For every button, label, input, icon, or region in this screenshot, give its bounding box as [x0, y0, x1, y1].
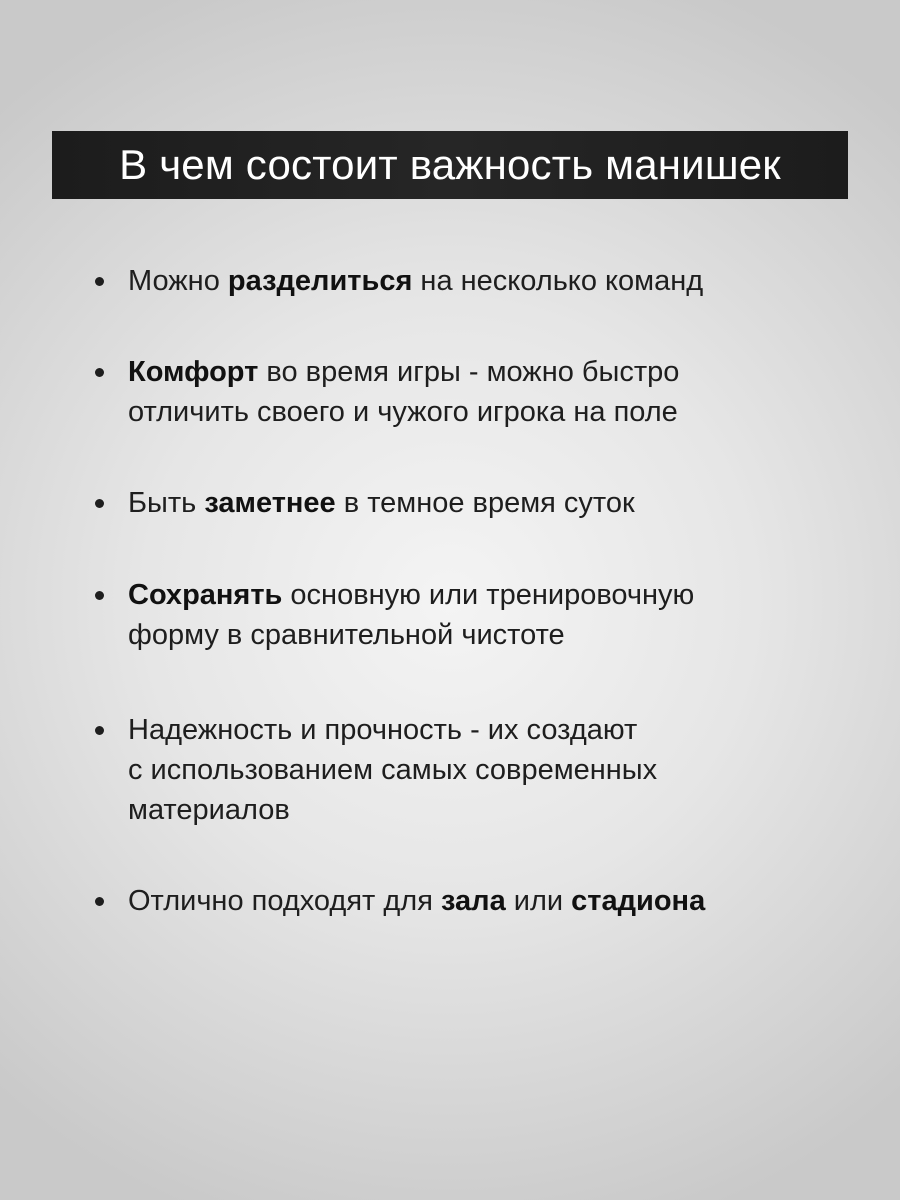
- item-line: [128, 575, 808, 615]
- item-text: Отлично подходят для: [128, 885, 441, 917]
- item-line: [128, 352, 808, 392]
- item-text: материалов: [128, 794, 290, 826]
- item-text: отличить своего и чужого игрока на поле: [128, 396, 678, 428]
- item-text-bold: разделиться: [227, 265, 413, 297]
- item-text-bold: Сохранять: [128, 579, 283, 611]
- item-text-bold: Комфорт: [128, 356, 259, 388]
- bullet-dot-icon: [95, 897, 104, 906]
- list-item: [128, 483, 808, 523]
- item-text-bold: стадиона: [571, 885, 706, 917]
- item-text: с использованием самых современных: [128, 754, 658, 786]
- item-text: форму в сравнительной чистоте: [128, 619, 565, 651]
- item-text-bold: зала: [440, 885, 506, 917]
- bullet-dot-icon: [95, 277, 104, 286]
- item-text: основную или тренировочную: [282, 579, 695, 611]
- bullet-dot-icon: [95, 368, 104, 377]
- bullet-dot-icon: [95, 726, 104, 735]
- item-line: [128, 261, 808, 301]
- item-line: [128, 881, 808, 921]
- item-line: [128, 790, 808, 830]
- item-line: [128, 750, 808, 790]
- item-text: в темное время суток: [335, 487, 635, 519]
- bullet-dot-icon: [95, 591, 104, 600]
- item-line: [128, 710, 808, 750]
- item-text: Можно: [128, 265, 228, 297]
- item-text: Быть: [128, 487, 205, 519]
- item-line: [128, 615, 808, 655]
- list-item: [128, 352, 808, 432]
- list-item: [128, 710, 808, 830]
- list-item: [128, 261, 808, 301]
- item-text: Надежность и прочность - их создают: [128, 714, 638, 746]
- list-item: [128, 881, 808, 921]
- item-line: [128, 483, 808, 523]
- item-text-bold: заметнее: [204, 487, 336, 519]
- page-title: В чем состоит важность манишек: [119, 141, 781, 188]
- item-line: [128, 392, 808, 432]
- item-text: или: [505, 885, 572, 917]
- bullet-dot-icon: [95, 499, 104, 508]
- item-text: на несколько команд: [412, 265, 704, 297]
- list-item: [128, 575, 808, 655]
- item-text: во время игры - можно быстро: [258, 356, 680, 388]
